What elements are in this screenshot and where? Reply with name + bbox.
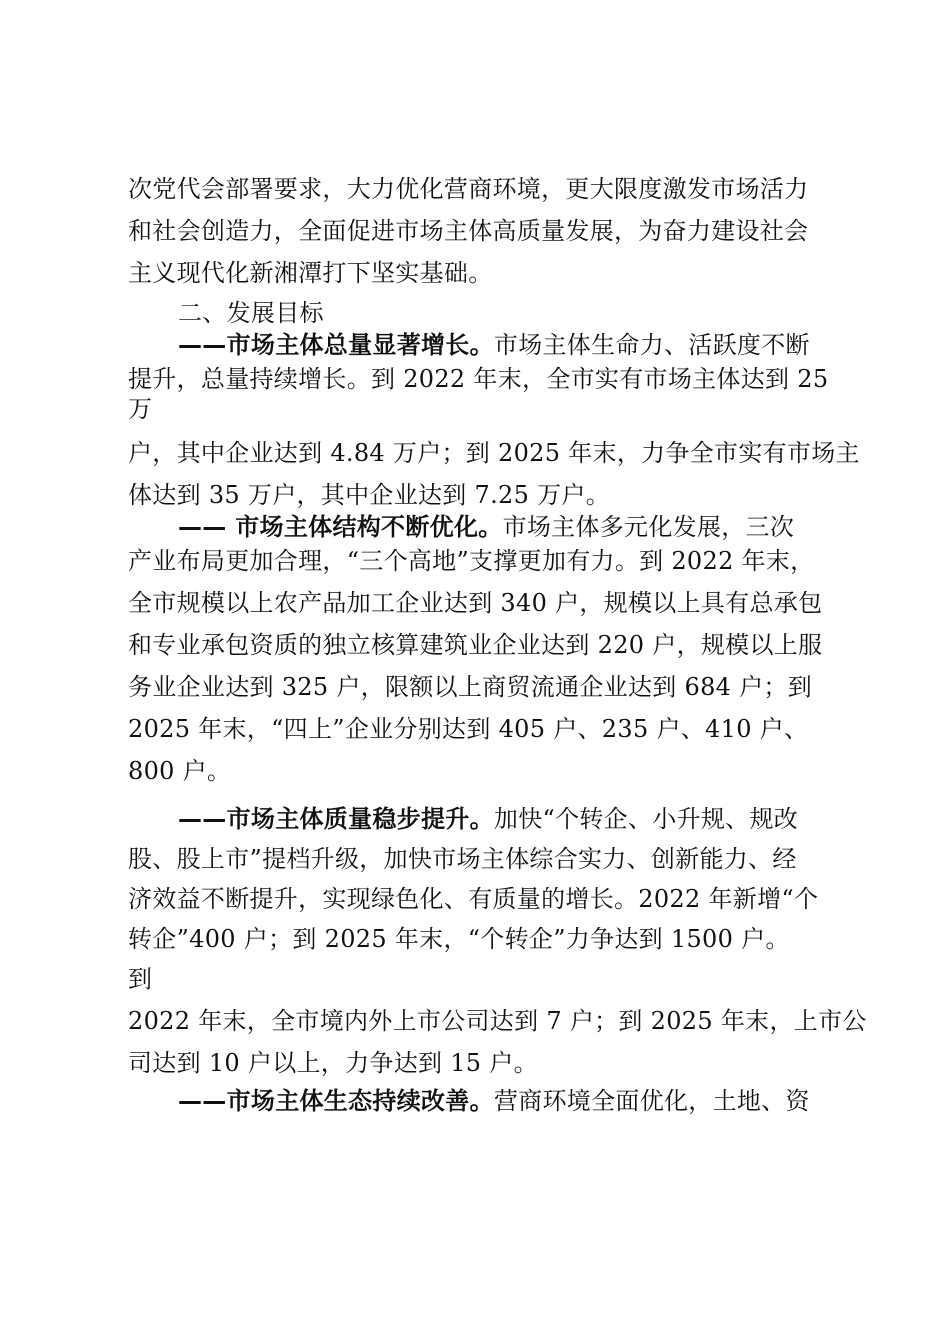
- goal1-line-3: 万: [128, 395, 153, 423]
- goal3-line-7: 司达到 10 户以上，力争达到 15 户。: [128, 1049, 538, 1077]
- intro-line-1: 次党代会部署要求，大力优化营商环境，更大限度激发市场活力: [128, 175, 809, 203]
- goal1-first-line: [178, 330, 810, 360]
- goal4-first-line: [178, 1086, 810, 1116]
- section-heading: 二、发展目标: [178, 299, 324, 327]
- goal3-first-line: [178, 804, 798, 834]
- goal1-line-5: 体达到 35 万户，其中企业达到 7.25 万户。: [128, 481, 610, 509]
- goal3-line-2: 股、股上市”提档升级，加快市场主体综合实力、创新能力、经: [128, 845, 797, 873]
- goal2-first-line: [178, 512, 794, 542]
- goal3-title: ——市场主体质量稳步提升。: [178, 805, 494, 833]
- goal1-title: ——市场主体总量显著增长。: [178, 331, 494, 359]
- goal2-line-5: 务业企业达到 325 户，限额以上商贸流通企业达到 684 户；到: [128, 673, 813, 701]
- goal4-line1-rest: 营商环境全面优化，土地、资: [493, 1087, 810, 1115]
- intro-line-3: 主义现代化新湘潭打下坚实基础。: [128, 259, 493, 287]
- goal1-line1-rest: 市场主体生命力、活跃度不断: [493, 331, 810, 359]
- goal1-line-4: 户，其中企业达到 4.84 万户；到 2025 年末，力争全市实有市场主: [128, 439, 860, 467]
- goal2-line-3: 全市规模以上农产品加工企业达到 340 户，规模以上具有总承包: [128, 589, 823, 617]
- goal3-line-6: 2022 年末，全市境内外上市公司达到 7 户；到 2025 年末，上市公: [128, 1007, 867, 1035]
- goal1-line-2: 提升，总量持续增长。到 2022 年末，全市实有市场主体达到 25: [128, 365, 829, 393]
- goal4-title: ——市场主体生态持续改善。: [178, 1087, 494, 1115]
- goal2-line-4: 和专业承包资质的独立核算建筑业企业达到 220 户，规模以上服: [128, 631, 823, 659]
- goal2-title: —— 市场主体结构不断优化。: [178, 513, 503, 541]
- goal2-line-7: 800 户。: [128, 757, 232, 785]
- goal3-line1-rest: 加快“个转企、小升规、规改: [493, 805, 799, 833]
- goal2-line-2: 产业布局更加合理，“三个高地”支撑更加有力。到 2022 年末，: [128, 547, 815, 575]
- goal3-line-4: 转企”400 户；到 2025 年末，“个转企”力争达到 1500 户。: [128, 925, 790, 953]
- goal2-line-6: 2025 年末，“四上”企业分别达到 405 户、235 户、410 户、: [128, 715, 809, 743]
- goal3-line-3: 济效益不断提升，实现绿色化、有质量的增长。2022 年新增“个: [128, 885, 819, 913]
- goal3-line-5: 到: [128, 965, 153, 993]
- goal2-line1-rest: 市场主体多元化发展，三次: [502, 513, 795, 541]
- intro-line-2: 和社会创造力，全面促进市场主体高质量发展，为奋力建设社会: [128, 217, 809, 245]
